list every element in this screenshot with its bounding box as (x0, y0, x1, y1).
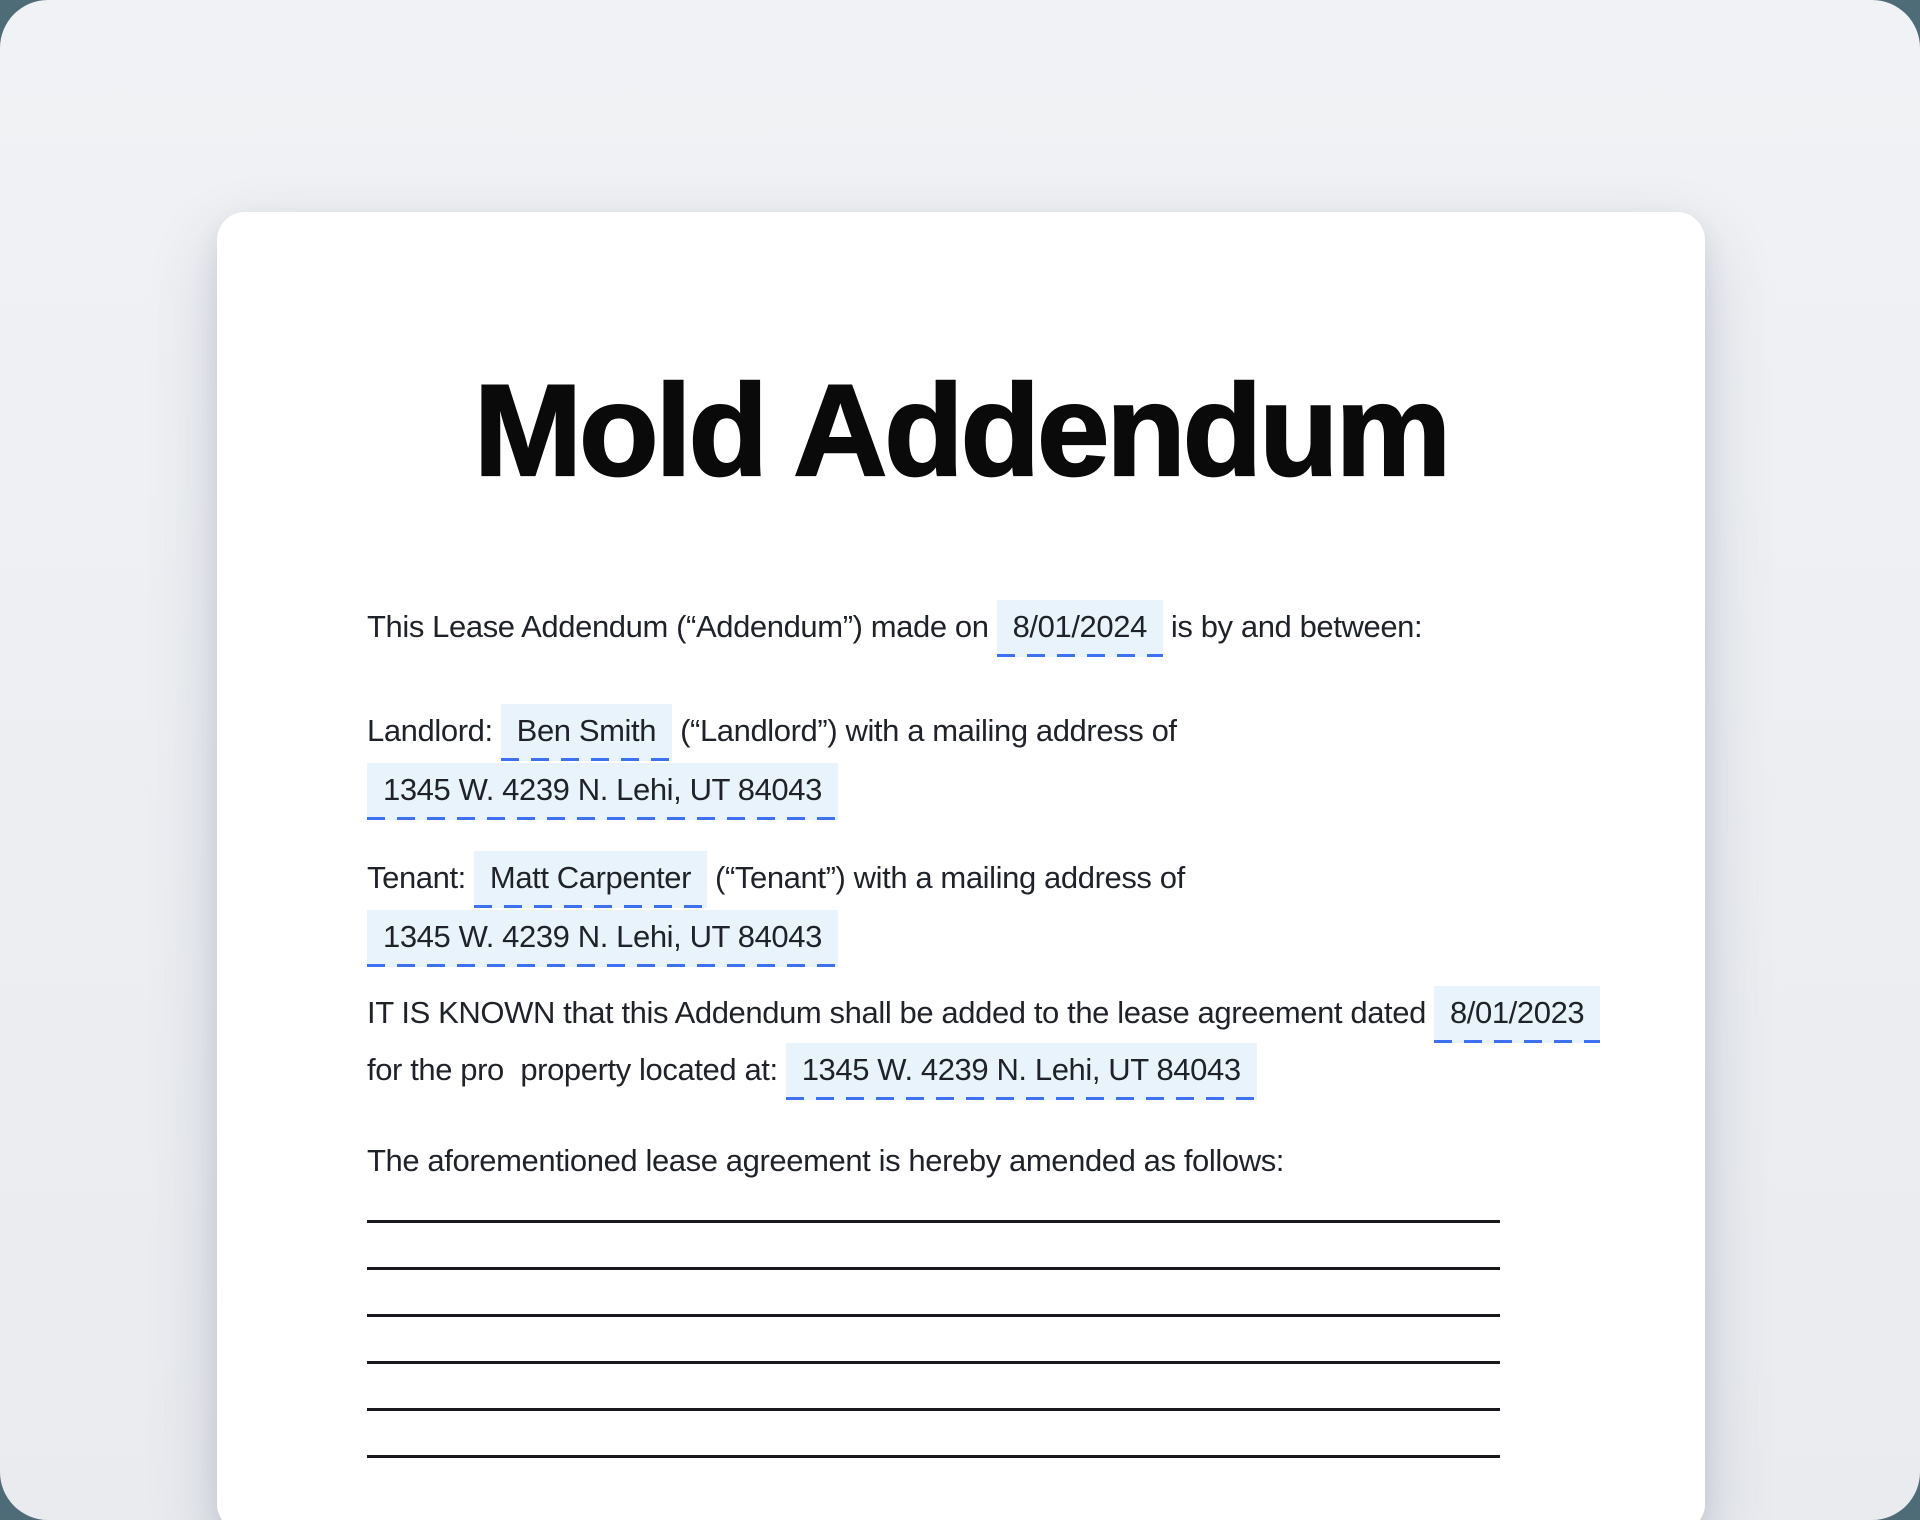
landlord-address-line (367, 763, 1705, 820)
blank-line (367, 1361, 1500, 1364)
lease-date-field[interactable]: 8/01/2023 (1434, 986, 1600, 1043)
tenant-name-field[interactable]: Matt Carpenter (474, 851, 707, 908)
amendment-blank-lines (367, 1220, 1705, 1458)
tenant-line (367, 851, 1705, 908)
blank-line (367, 1455, 1500, 1458)
landlord-name-field[interactable]: Ben Smith (501, 704, 672, 761)
document-card (217, 212, 1705, 1520)
landlord-text-after: (“Landlord”) with a mailing address of (680, 712, 1177, 748)
landlord-address-field[interactable]: 1345 W. 4239 N. Lehi, UT 84043 (367, 763, 838, 820)
document-title: Mold Addendum (473, 357, 1449, 503)
tenant-text-after: (“Tenant”) with a mailing address of (715, 859, 1185, 895)
known-clause-paragraph (367, 986, 1705, 1100)
known-text-before-address: for the pro property located at: (367, 1051, 778, 1087)
intro-text-after: is by and between: (1170, 608, 1423, 644)
made-on-date-field[interactable]: 8/01/2024 (997, 600, 1163, 657)
tenant-address-line (367, 910, 1705, 967)
known-text-before-date: IT IS KNOWN that this Addendum shall be added to the lease agreement dated (367, 994, 1426, 1030)
blank-line (367, 1267, 1500, 1270)
blank-line (367, 1220, 1500, 1223)
intro-paragraph (367, 600, 1705, 657)
tenant-address-field[interactable]: 1345 W. 4239 N. Lehi, UT 84043 (367, 910, 838, 967)
landlord-label: Landlord: (367, 712, 493, 748)
tenant-label: Tenant: (367, 859, 466, 895)
property-address-field[interactable]: 1345 W. 4239 N. Lehi, UT 84043 (786, 1043, 1257, 1100)
blank-line (367, 1314, 1500, 1317)
landlord-line (367, 704, 1705, 761)
intro-text-before: This Lease Addendum (“Addendum”) made on (367, 608, 989, 644)
blank-line (367, 1408, 1500, 1411)
amended-intro-line: The aforementioned lease agreement is hereby amended as follows: (367, 1142, 1285, 1178)
